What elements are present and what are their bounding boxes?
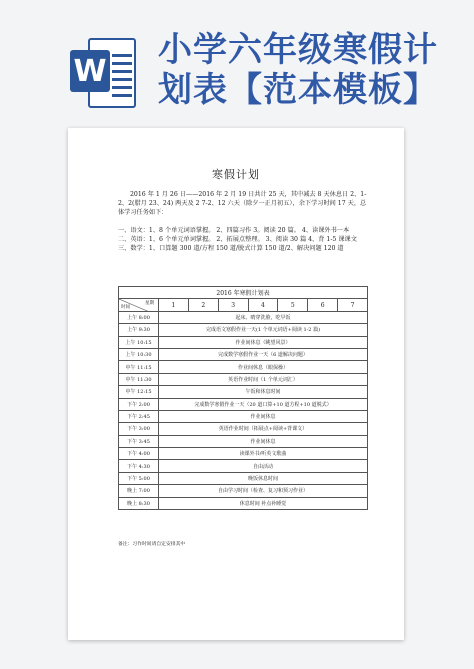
task-chinese: 一、语文：1、8 个单元词语掌握。 2、四篇习作 3。阅读 20 篇。 4、读课外书一本 (118, 227, 350, 234)
time-cell: 中午 11:15 (119, 361, 159, 373)
time-cell: 下午 4:30 (119, 460, 159, 472)
activity-cell: 英语作业时间（1 个单元词汇） (159, 373, 368, 385)
plan-table (118, 286, 368, 510)
table-row (119, 497, 368, 509)
day-header: 4 (248, 299, 278, 311)
word-badge: W (70, 50, 110, 92)
activity-cell: 完成语文寒假作业一天(1 个单元词语+阅读 1-2 篇) (159, 324, 368, 336)
table-row (119, 460, 368, 472)
table-row (119, 373, 368, 385)
table-row (119, 386, 368, 398)
table-footnote: 备注：习作时间请自定安排其中 (118, 542, 186, 547)
time-cell: 上午 8:00 (119, 311, 159, 323)
table-row (119, 435, 368, 447)
table-row (119, 423, 368, 435)
intro-paragraph: 2016 年 1 月 26 日——2016 年 2 月 19 日共计 25 天，其中减去 8 天休息日 2、1-2、2(腊月 23、24) 两天及 2 7-2、12 六天（除夕一正月初五），余下学习时间 17 天，总体学习任务如下： (118, 191, 367, 216)
time-cell: 下午 3:00 (119, 423, 159, 435)
time-cell: 晚上 8:30 (119, 497, 159, 509)
time-cell: 下午 2:45 (119, 410, 159, 422)
table-row (119, 485, 368, 497)
activity-cell: 作业间休息（眺望风景） (159, 336, 368, 348)
activity-cell: 作业间休息 (159, 410, 368, 422)
table-row (119, 336, 368, 348)
corner-label-time: 时间 (121, 304, 130, 310)
table-row (119, 398, 368, 410)
time-cell: 下午 2:00 (119, 398, 159, 410)
activity-cell: 午饭和休息时间 (159, 386, 368, 398)
time-cell: 下午 4:00 (119, 448, 159, 460)
page-title: 小学六年级寒假计划表【范本模板】 (158, 30, 438, 110)
document-title: 寒假计划 (212, 168, 260, 181)
table-row (119, 410, 368, 422)
word-icon (70, 34, 138, 112)
activity-cell: 完成数学寒假作业一天（20 道口算+10 道方程+10 道脱式） (159, 398, 368, 410)
document-preview (68, 128, 404, 640)
day-header: 6 (308, 299, 338, 311)
activity-cell: 完成数学寒假作业一天（6 道解决问题） (159, 348, 368, 360)
task-english: 二、英语：1、6 个单元单词掌握。 2、拓展点整理。 3、阅读 30 篇 4、背 1-5 课课文 (118, 236, 357, 243)
day-header: 3 (218, 299, 248, 311)
activity-cell: 自由学习时间（检查、复习和预习作业） (159, 485, 368, 497)
activity-cell: 自由活动 (159, 460, 368, 472)
table-row (119, 311, 368, 323)
activity-cell: 起床、晴穿洗脸，吃早饭 (159, 311, 368, 323)
time-cell: 晚上 7:00 (119, 485, 159, 497)
activity-cell: 英语作业时间（拓展点+阅读+背课文） (159, 423, 368, 435)
table-caption: 2016 年寒假计划表 (119, 287, 368, 299)
day-header: 7 (338, 299, 368, 311)
table-corner-cell (119, 299, 159, 311)
table-row (119, 448, 368, 460)
plan-rows (119, 311, 368, 509)
time-cell: 上午 9:30 (119, 324, 159, 336)
activity-cell: 作业间休息 (159, 435, 368, 447)
activity-cell: 晚饭休息时间 (159, 472, 368, 484)
time-cell: 下午 5:00 (119, 472, 159, 484)
day-header: 1 (159, 299, 189, 311)
task-math: 三、数学：1、口算题 300 道/方程 150 道/脱式计算 150 道/2、解决问题 120 道 (118, 245, 344, 252)
table-row (119, 361, 368, 373)
time-cell: 上午 10:15 (119, 336, 159, 348)
corner-label-day: 星期 (145, 301, 154, 307)
day-header: 5 (278, 299, 308, 311)
table-row (119, 348, 368, 360)
activity-cell: 作业间休息（眼保操） (159, 361, 368, 373)
time-cell: 中午 12:15 (119, 386, 159, 398)
table-row (119, 472, 368, 484)
activity-cell: 休息时间 补点补睡觉 (159, 497, 368, 509)
task-list (118, 226, 368, 253)
time-cell: 上午 10:30 (119, 348, 159, 360)
activity-cell: 读课外书/听英文歌曲 (159, 448, 368, 460)
day-header: 2 (188, 299, 218, 311)
time-cell: 下午 3:45 (119, 435, 159, 447)
time-cell: 中午 11:30 (119, 373, 159, 385)
table-row (119, 324, 368, 336)
